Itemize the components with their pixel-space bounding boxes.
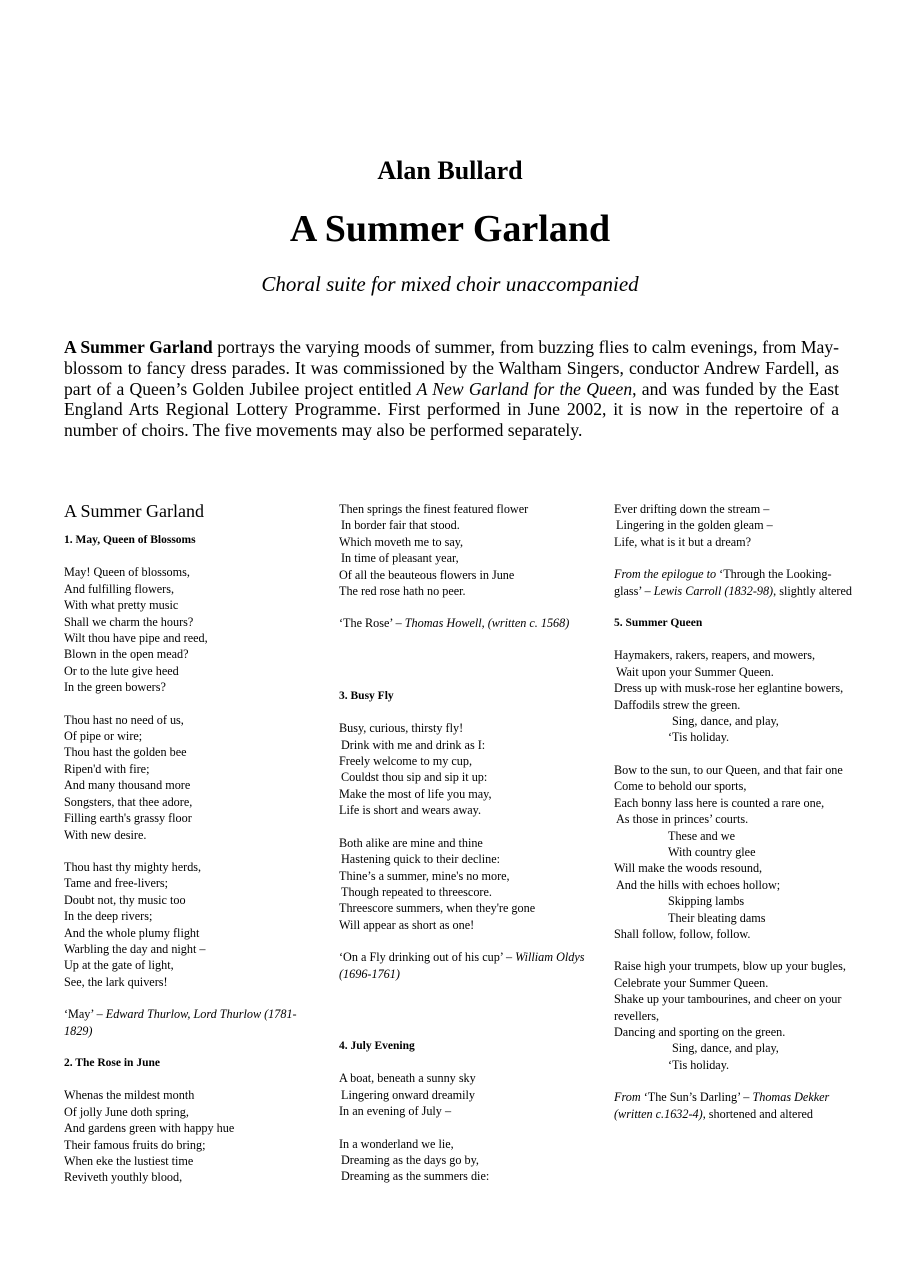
poem-line: Sing, dance, and play, <box>672 1041 779 1056</box>
poem-line: As those in princes’ courts. <box>616 812 749 827</box>
spacer <box>339 648 589 688</box>
attribution-2 <box>339 615 589 631</box>
poem-line: Bow to the sun, to our Queen, and that fair one <box>614 762 843 777</box>
section-title-3: 3. Busy Fly <box>339 689 394 702</box>
poem-line: And the hills with echoes hollow; <box>616 877 781 892</box>
poem-line: Life is short and wears away. <box>339 803 482 818</box>
attribution-note: , shortened and altered <box>702 1106 814 1121</box>
poem-line: Daffodils strew the green. <box>614 697 741 712</box>
poem-line: And gardens green with happy hue <box>64 1121 235 1136</box>
poem-line: Dreaming as the days go by, <box>341 1152 479 1167</box>
poem-line: The red rose hath no peer. <box>339 584 466 599</box>
poem-line: ‘Tis holiday. <box>668 730 730 745</box>
text-column-1 <box>64 500 314 1202</box>
poem-line: With country glee <box>668 844 756 859</box>
poem-line: Thine’s a summer, mine's no more, <box>339 868 510 883</box>
poem-line: Doubt not, thy music too <box>64 892 186 907</box>
attribution-text: ‘May’ – <box>64 1007 106 1022</box>
intro-text-1: portrays the varying moods of summer, from buzzing flies to calm evenings, from May-blossom to fancy dress parades. It was commissioned by the Waltham Singers, conductor Andrew Fardell, as part of a Queen’s Golden Jubilee project entitled <box>64 337 839 399</box>
poem-line: Hastening quick to their decline: <box>341 852 501 867</box>
poem-line: In border fair that stood. <box>341 518 460 533</box>
attribution-text: ‘The Sun’s Darling’ – <box>643 1090 753 1105</box>
poem-line: Their famous fruits do bring; <box>64 1137 206 1152</box>
attribution-4 <box>614 566 854 599</box>
poem-line: Their bleating dams <box>668 910 766 925</box>
poem-line: Lingering onward dreamily <box>341 1087 476 1102</box>
spacer <box>339 998 589 1038</box>
stanza <box>339 1136 589 1185</box>
poem-line: A boat, beneath a sunny sky <box>339 1071 476 1086</box>
section-title-1: 1. May, Queen of Blossoms <box>64 534 196 546</box>
stanza <box>339 501 589 599</box>
stanza <box>339 835 589 933</box>
poem-line: Of jolly June doth spring, <box>64 1104 189 1119</box>
poem-line: Warbling the day and night – <box>64 941 206 956</box>
poem-line: And the whole plumy flight <box>64 925 200 940</box>
poem-line: Shall follow, follow, follow. <box>614 926 751 941</box>
poem-line: Filling earth's grassy floor <box>64 811 192 826</box>
poem-line: Busy, curious, thirsty fly! <box>339 721 464 736</box>
poem-line: Drink with me and drink as I: <box>341 737 486 752</box>
poem-line: Life, what is it but a dream? <box>614 534 752 549</box>
poem-line: See, the lark quivers! <box>64 974 168 989</box>
poem-line: Of all the beauteous flowers in June <box>339 567 515 582</box>
poem-line: Whenas the mildest month <box>64 1088 195 1103</box>
poem-line: Celebrate your Summer Queen. <box>614 975 769 990</box>
attribution-prefix: From the epilogue to <box>614 567 720 582</box>
poem-line: Thou hast thy mighty herds, <box>64 859 202 874</box>
composer-name: Alan Bullard <box>377 156 523 185</box>
section-title-5: 5. Summer Queen <box>614 617 703 630</box>
poem-line: Then springs the finest featured flower <box>339 502 529 516</box>
attribution-author: Thomas Howell, (written c. 1568) <box>404 616 570 631</box>
poem-line: Reviveth youthly blood, <box>64 1170 183 1185</box>
intro-bold-title: A Summer Garland <box>64 337 213 357</box>
poem-line: Dress up with musk-rose her eglantine bowers, <box>614 681 844 696</box>
attribution-author: Lewis Carroll (1832-98) <box>653 583 774 598</box>
stanza <box>339 720 589 818</box>
poem-line: Songsters, that thee adore, <box>64 794 193 809</box>
attribution-author: William Oldys (1696-1761) <box>339 950 585 981</box>
work-subtitle: Choral suite for mixed choir unaccompanied <box>261 272 639 296</box>
poem-line: Each bonny lass here is counted a rare one, <box>614 795 825 810</box>
poem-line: Thou hast no need of us, <box>64 712 184 727</box>
attribution-text: ‘On a Fly drinking out of his cup’ – <box>339 950 516 965</box>
intro-text-2: , and was funded by the East England Arts Regional Lottery Programme. First performed in June 2002, it is now in the repertoire of a number of choirs. The five movements may also be performed separately. <box>64 378 839 441</box>
poem-line: Will appear as short as one! <box>339 917 475 932</box>
poem-line: Make the most of life you may, <box>339 786 492 801</box>
intro-paragraph <box>64 337 839 441</box>
attribution-3 <box>339 949 589 982</box>
poem-line: Sing, dance, and play, <box>672 714 779 729</box>
texts-heading: A Summer Garland <box>64 501 204 521</box>
poem-line: Thou hast the golden bee <box>64 745 187 760</box>
attribution-note: , slightly altered <box>773 583 852 598</box>
stanza <box>614 647 854 745</box>
poem-line: Wilt thou have pipe and reed, <box>64 631 208 646</box>
poem-line: May! Queen of blossoms, <box>64 565 190 580</box>
stanza <box>64 712 314 843</box>
poem-line: When eke the lustiest time <box>64 1154 194 1168</box>
poem-line: Dancing and sporting on the green. <box>614 1024 786 1039</box>
section-title-2: 2. The Rose in June <box>64 1056 160 1069</box>
attribution-author: Edward Thurlow, Lord Thurlow (1781-1829) <box>64 1007 297 1038</box>
stanza <box>339 1070 589 1119</box>
poem-line: Couldst thou sip and sip it up: <box>341 770 488 785</box>
poem-line: Or to the lute give heed <box>64 663 179 678</box>
poem-line: Which moveth me to say, <box>339 534 464 549</box>
poem-line: Though repeated to threescore. <box>341 884 492 899</box>
poem-line: Up at the gate of light, <box>64 958 174 973</box>
stanza <box>614 501 854 550</box>
stanza <box>64 1087 314 1185</box>
text-column-3 <box>614 501 854 1138</box>
poem-line: Threescore summers, when they're gone <box>339 901 536 916</box>
attribution-text: ‘Through the Looking-glass’ – <box>614 567 832 598</box>
poem-line: These and we <box>668 828 736 843</box>
poem-line: With what pretty music <box>64 598 179 613</box>
poem-line: Will make the woods resound, <box>614 861 763 876</box>
attribution-1 <box>64 1006 314 1039</box>
poem-line: Of pipe or wire; <box>64 729 143 744</box>
stanza <box>64 859 314 990</box>
poem-line: In a wonderland we lie, <box>339 1136 454 1151</box>
poem-line: Blown in the open mead? <box>64 647 189 662</box>
attribution-prefix: From <box>614 1090 644 1105</box>
stanza <box>614 762 854 942</box>
poem-line: In the green bowers? <box>64 680 166 695</box>
attribution-text: ‘The Rose’ – <box>339 616 405 631</box>
poem-line: And many thousand more <box>64 778 191 793</box>
poem-line: ‘Tis holiday. <box>668 1057 730 1072</box>
stanza <box>64 564 314 695</box>
poem-line: Raise high your trumpets, blow up your bugles, <box>614 959 846 974</box>
poem-line: In time of pleasant year, <box>341 551 459 566</box>
intro-italic-project: A New Garland for the Queen <box>416 378 633 399</box>
poem-line: Shall we charm the hours? <box>64 614 194 629</box>
poem-line: With new desire. <box>64 827 147 842</box>
poem-line: Tame and free-livers; <box>64 876 169 891</box>
poem-line: Ever drifting down the stream – <box>614 502 770 516</box>
stanza <box>614 958 854 1073</box>
poem-line: Shake up your tambourines, and cheer on your revellers, <box>614 992 842 1023</box>
poem-line: Ripen'd with fire; <box>64 761 150 776</box>
attribution-5 <box>614 1089 854 1122</box>
poem-line: Freely welcome to my cup, <box>339 754 473 769</box>
poem-line: Come to behold our sports, <box>614 779 747 794</box>
poem-line: Haymakers, rakers, reapers, and mowers, <box>614 648 816 663</box>
attribution-author: Thomas Dekker (written c.1632-4) <box>614 1090 830 1121</box>
work-title: A Summer Garland <box>289 208 611 250</box>
poem-line: In the deep rivers; <box>64 909 153 924</box>
poem-line: Both alike are mine and thine <box>339 835 483 850</box>
poem-line: Lingering in the golden gleam – <box>616 518 773 533</box>
text-column-2 <box>339 501 589 1201</box>
poem-line: In an evening of July – <box>339 1104 452 1119</box>
poem-line: And fulfilling flowers, <box>64 581 175 596</box>
poem-line: Wait upon your Summer Queen. <box>616 664 774 679</box>
section-title-4: 4. July Evening <box>339 1039 415 1052</box>
poem-line: Dreaming as the summers die: <box>341 1169 490 1184</box>
poem-line: Skipping lambs <box>668 894 745 909</box>
